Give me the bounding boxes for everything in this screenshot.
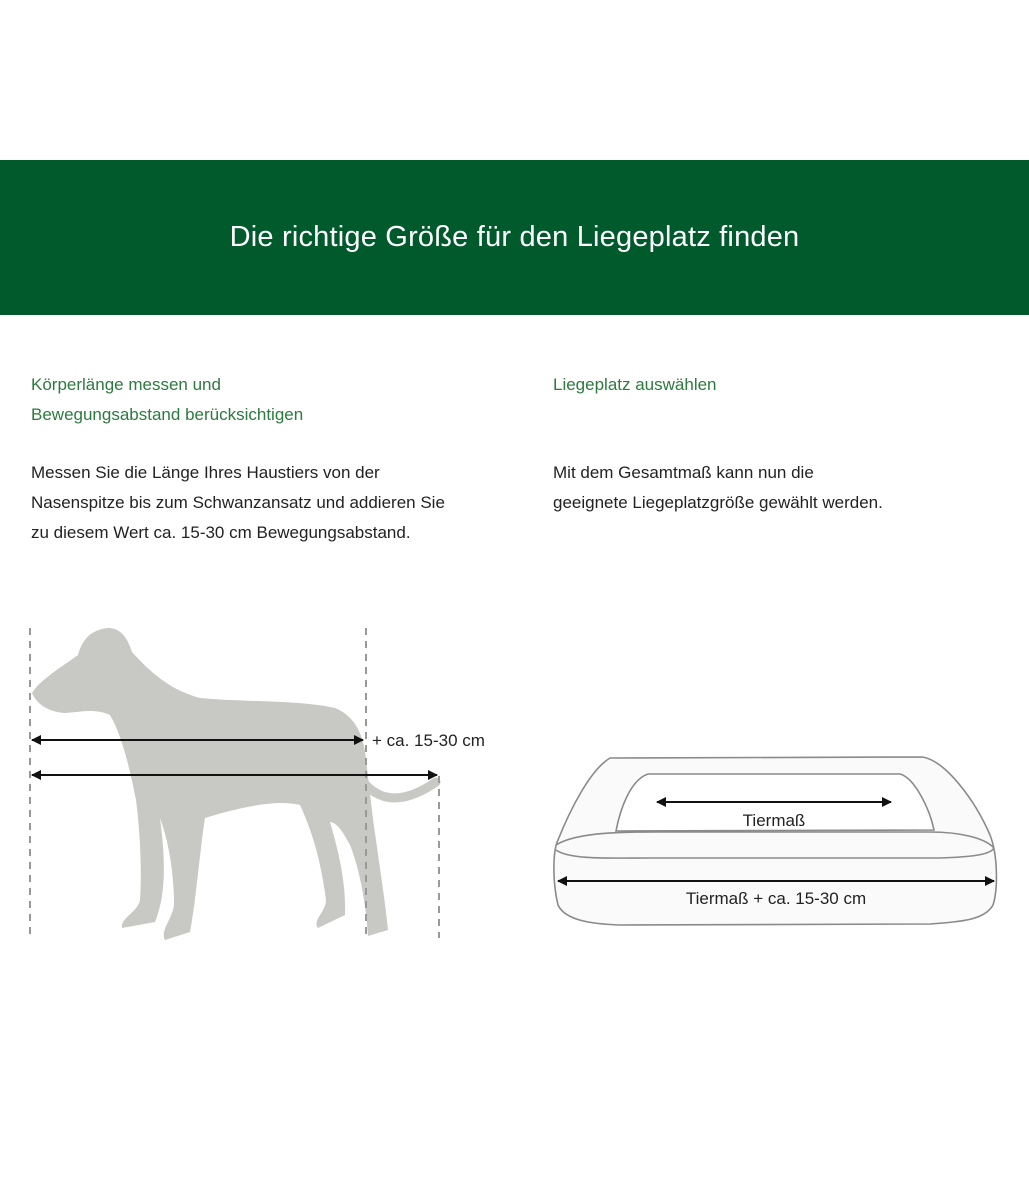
dog-illustration — [30, 628, 485, 940]
bed-illustration — [554, 757, 997, 925]
bed-size-label: Tiermaß + ca. 15-30 cm — [685, 889, 867, 908]
dog-silhouette — [32, 628, 388, 940]
measure-heading-line1: Körperlänge messen und — [31, 375, 221, 394]
extra-space-label: + ca. 15-30 cm — [372, 731, 485, 750]
select-description: Mit dem Gesamtmaß kann nun die geeignete Liegeplatzgröße gewählt werden. — [553, 463, 883, 512]
page-title: Die richtige Größe für den Liegeplatz finden — [229, 221, 800, 253]
measure-heading-line2: Bewegungsabstand berücksichtigen — [31, 405, 304, 424]
dog-tail — [366, 782, 436, 798]
measure-description: Messen Sie die Länge Ihres Haustiers von der Nasenspitze bis zum Schwanzansatz und addieren Sie zu diesem Wert ca. 15-30 cm Bewegungsabstand. — [31, 463, 445, 542]
animal-size-label: Tiermaß — [742, 811, 806, 830]
select-heading: Liegeplatz auswählen — [553, 375, 717, 394]
